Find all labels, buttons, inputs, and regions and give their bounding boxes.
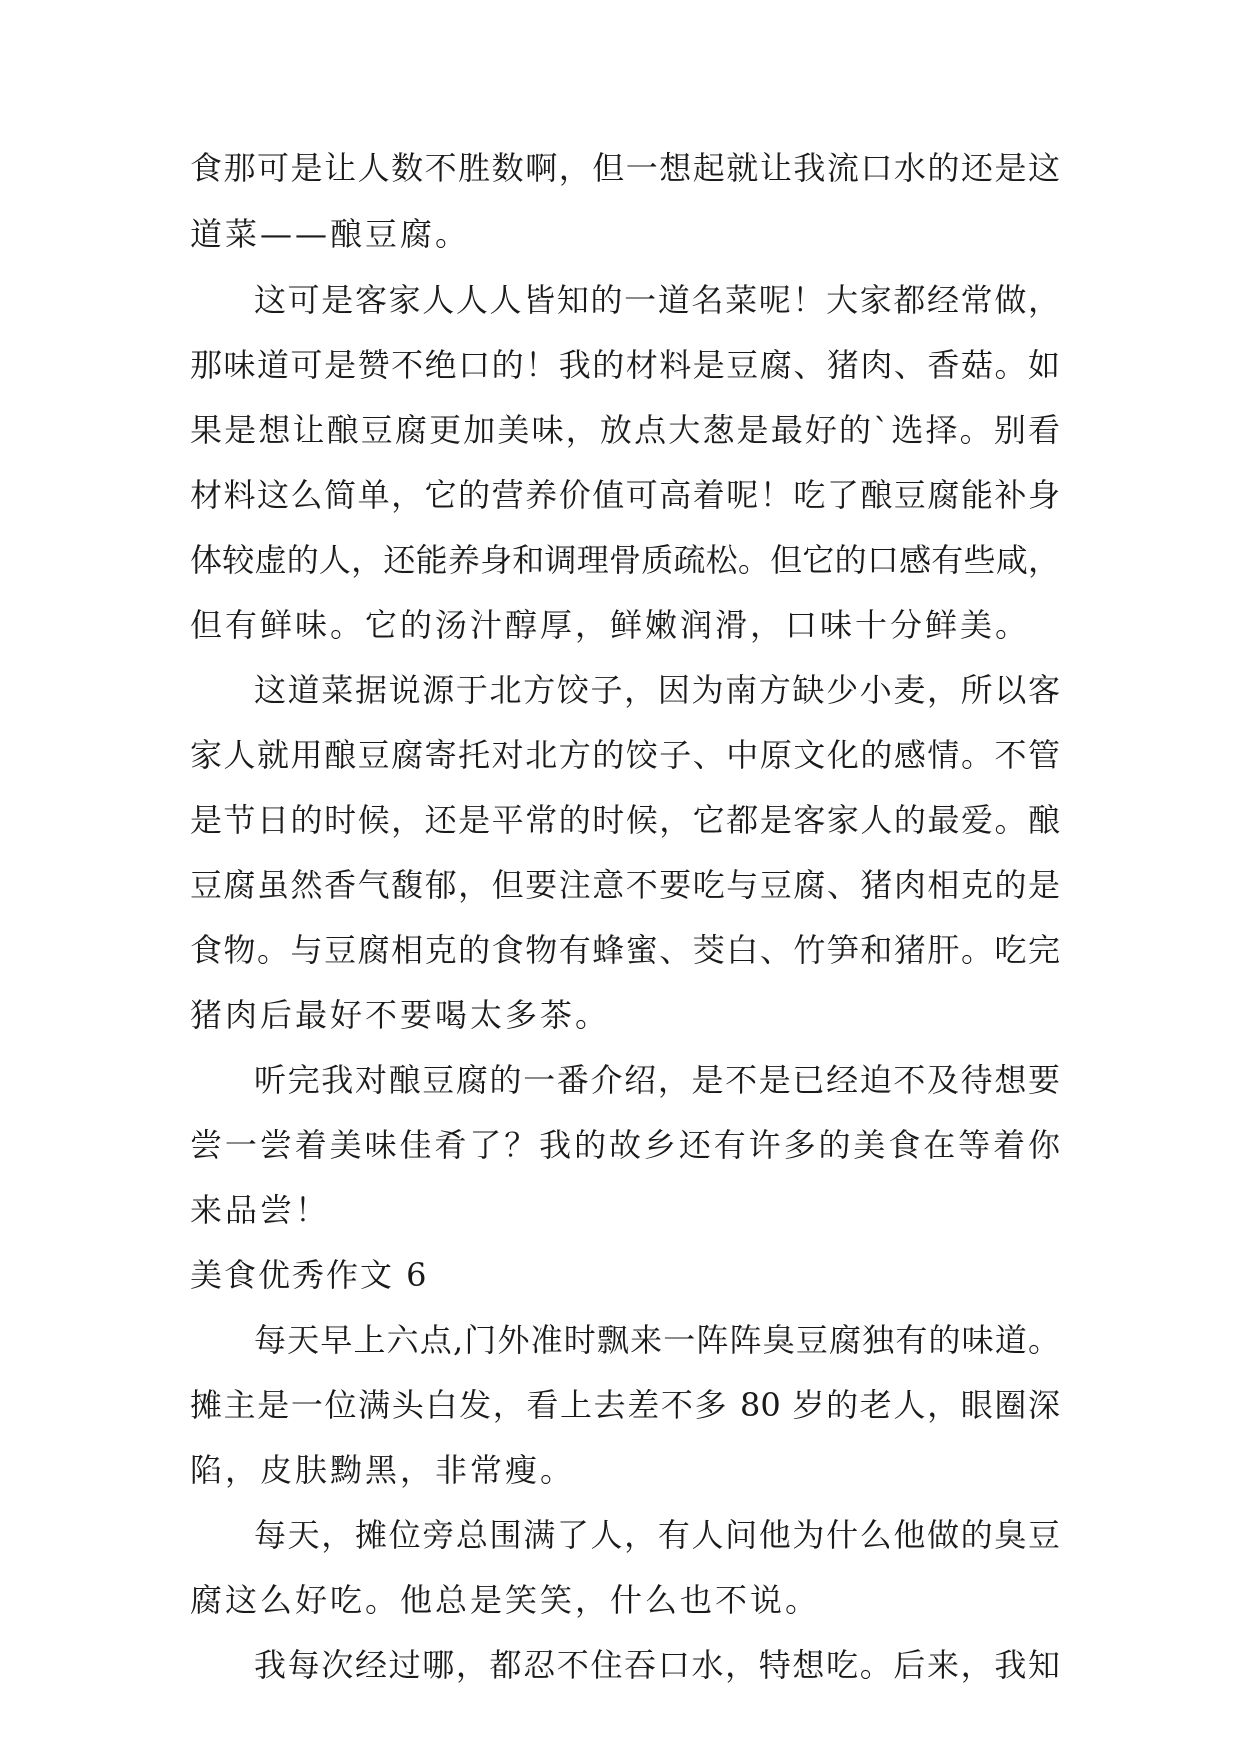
text-line: 但有鲜味。它的汤汁醇厚，鲜嫩润滑，口味十分鲜美。 — [190, 606, 1031, 644]
paragraph-first-line: 听完我对酿豆腐的一番介绍，是不是已经迫不及待想要 — [254, 1061, 1060, 1099]
text-line: 摊主是一位满头白发，看上去差不多 80 岁的老人，眼圈深 — [190, 1386, 1060, 1424]
text-line: 猪肉后最好不要喝太多茶。 — [190, 996, 611, 1034]
text-line: 家人就用酿豆腐寄托对北方的饺子、中原文化的感情。不管 — [190, 736, 1060, 774]
paragraph-first-line: 每天早上六点,门外准时飘来一阵阵臭豆腐独有的味道。 — [254, 1321, 1060, 1359]
text-line: 腐这么好吃。他总是笑笑，什么也不说。 — [190, 1581, 821, 1619]
text-line: 是节日的时候，还是平常的时候，它都是客家人的最爱。酿 — [190, 801, 1060, 839]
text-line: 道菜——酿豆腐。 — [190, 215, 471, 253]
paragraph-first-line: 每天，摊位旁总围满了人，有人问他为什么他做的臭豆 — [254, 1516, 1060, 1554]
text-line: 食那可是让人数不胜数啊，但一想起就让我流口水的还是这 — [190, 149, 1060, 187]
text-line: 那味道可是赞不绝口的！我的材料是豆腐、猪肉、香菇。如 — [190, 346, 1060, 384]
paragraph-first-line: 这可是客家人人人皆知的一道名菜呢！大家都经常做， — [254, 281, 1060, 319]
paragraph-first-line: 我每次经过哪，都忍不住吞口水，特想吃。后来，我知 — [254, 1646, 1060, 1684]
text-line: 陷，皮肤黝黑，非常瘦。 — [190, 1451, 576, 1489]
text-line: 来品尝！ — [190, 1191, 331, 1229]
text-line: 果是想让酿豆腐更加美味，放点大葱是最好的`选择。别看 — [190, 411, 1060, 449]
text-line: 尝一尝着美味佳肴了？我的故乡还有许多的美食在等着你 — [190, 1126, 1060, 1164]
paragraph-first-line: 这道菜据说源于北方饺子，因为南方缺少小麦，所以客 — [254, 671, 1060, 709]
text-line: 豆腐虽然香气馥郁，但要注意不要吃与豆腐、猪肉相克的是 — [190, 866, 1060, 904]
text-line: 材料这么简单，它的营养价值可高着呢！吃了酿豆腐能补身 — [190, 476, 1060, 514]
text-line: 体较虚的人，还能养身和调理骨质疏松。但它的口感有些咸， — [190, 541, 1060, 579]
text-line: 食物。与豆腐相克的食物有蜂蜜、茭白、竹笋和猪肝。吃完 — [190, 931, 1060, 969]
section-heading: 美食优秀作文 6 — [190, 1256, 429, 1294]
